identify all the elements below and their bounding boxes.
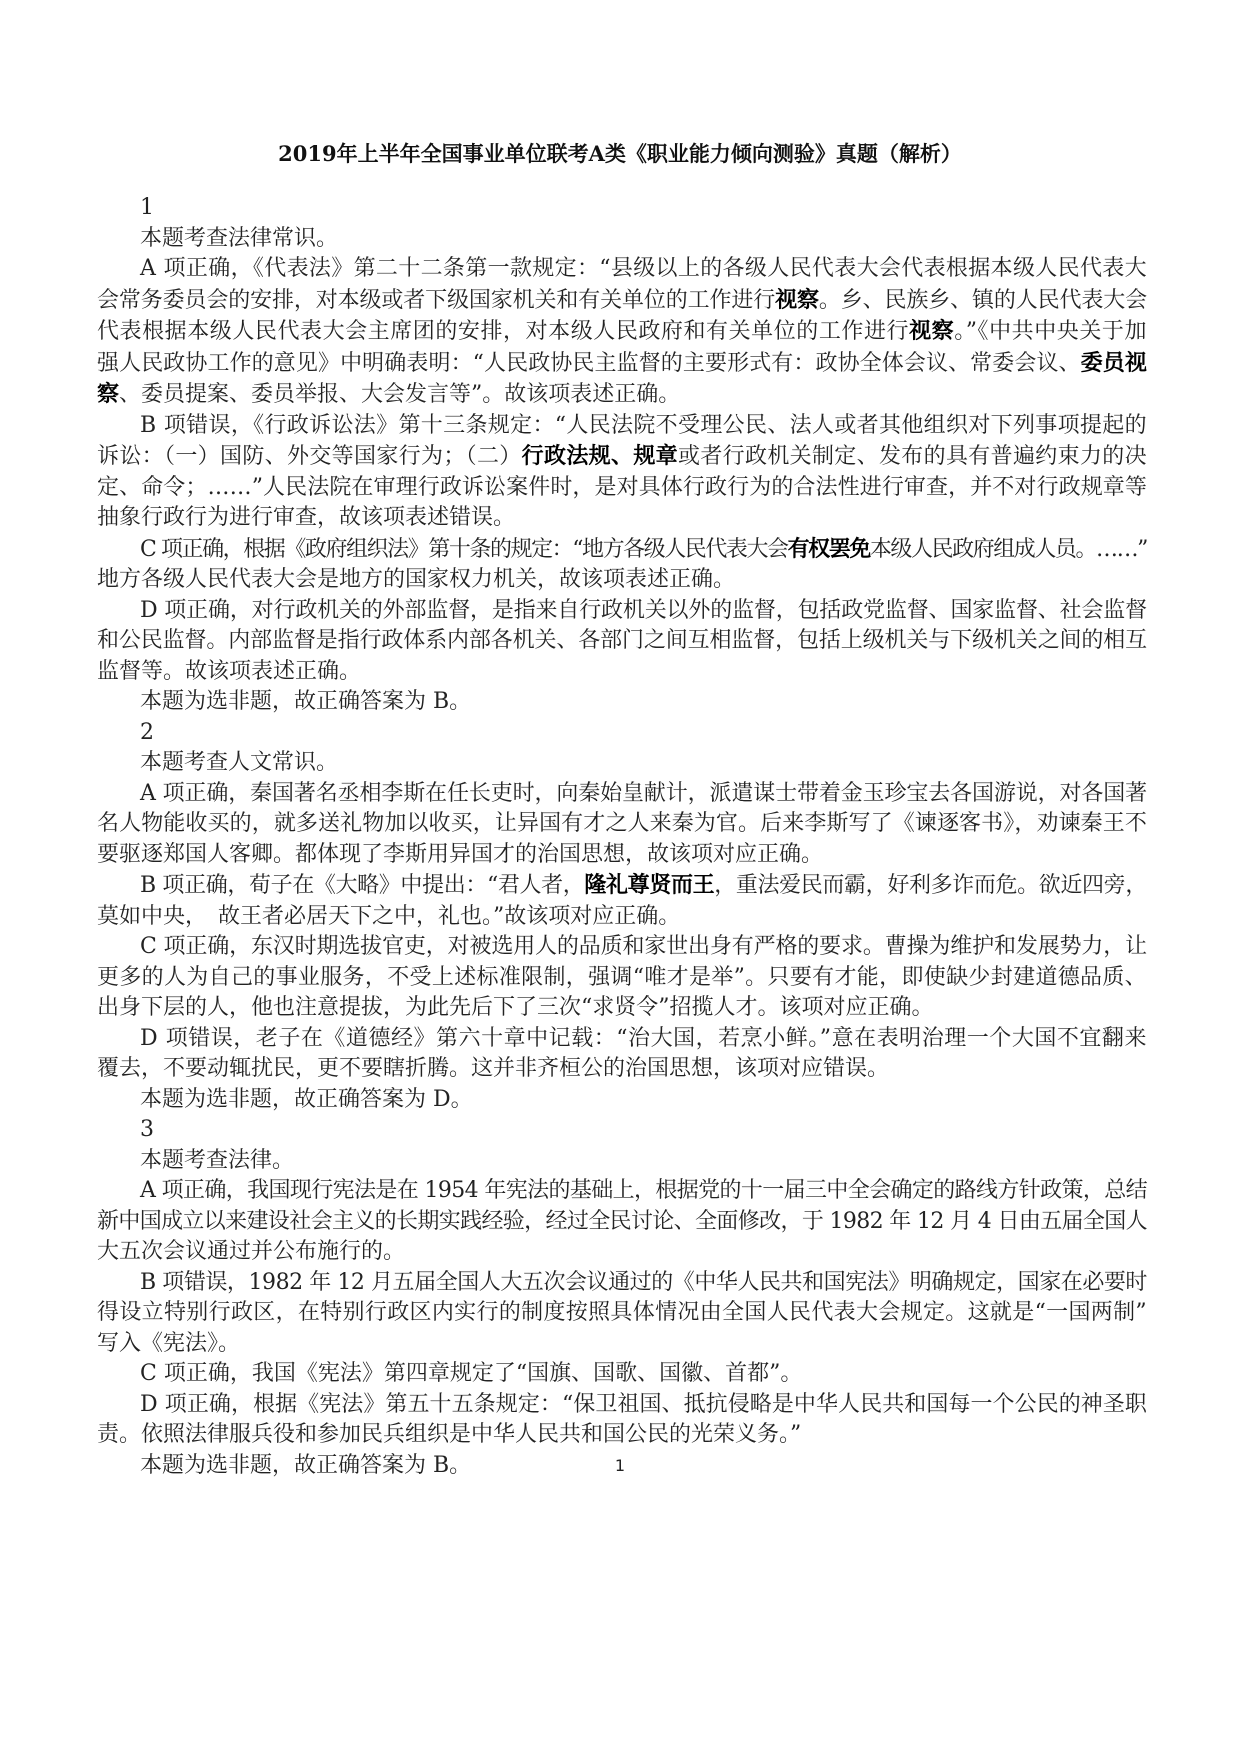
paragraph-line xyxy=(97,316,1147,348)
paragraph-line xyxy=(97,1329,1147,1360)
paragraph-line xyxy=(97,473,1147,504)
text-segment: 新中国成立以来建设社会主义的长期实践经验，经过全民讨论、全面修改，于 1982 年 12 月 4 日由五届全国人 xyxy=(97,1208,1147,1234)
paragraph-line xyxy=(97,1085,1147,1116)
text-segment: 责。依照法律服兵役和参加民兵组织是中华人民共和国公民的光荣义务。” xyxy=(97,1422,802,1447)
paragraph-line xyxy=(97,1176,1147,1207)
paragraph-line xyxy=(97,1054,1147,1085)
page-number: 1 xyxy=(614,1456,626,1475)
paragraph-line xyxy=(97,285,1147,317)
text-segment: 本题考查法律常识。 xyxy=(140,225,339,251)
paragraph-line xyxy=(97,870,1147,902)
text-segment: 本题为选非题，故正确答案为 D。 xyxy=(140,1086,473,1112)
text-segment: C 项正确，我国《宪法》第四章规定了“国旗、国歌、国徽、首都”。 xyxy=(140,1361,803,1386)
text-segment: D 项正确，对行政机关的外部监督，是指来自行政机关以外的监督，包括政党监督、国家监督、社会监督 xyxy=(140,597,1147,623)
paragraph-line xyxy=(97,1420,1147,1451)
text-segment: B 项正确，荀子在《大略》中提出：“君人者， xyxy=(140,873,585,898)
text-segment: 出身下层的人，他也注意提拔，为此先后下了三次“求贤令”招揽人才。该项对应正确。 xyxy=(97,995,934,1020)
question-number: 2 xyxy=(140,719,154,745)
paragraph-line xyxy=(97,534,1147,566)
text-segment: 诉讼：（一）国防、外交等国家行为；（二） xyxy=(97,444,522,469)
paragraph-line xyxy=(97,1359,1147,1390)
text-segment: 要驱逐郑国人客卿。都体现了李斯用异国才的治国思想，故该项对应正确。 xyxy=(97,841,824,867)
paragraph-line xyxy=(97,963,1147,994)
bold-text: 隆礼尊贤而王 xyxy=(584,872,715,898)
text-segment: 更多的人为自己的事业服务，不受上述标准限制，强调“唯才是举”。只要有才能，即使缺少封建道德品质、 xyxy=(97,964,1148,990)
text-segment: 代表根据本级人民代表大会主席团的安排，对本级人民政府和有关单位的工作进行 xyxy=(97,319,910,344)
paragraph-line xyxy=(97,411,1147,442)
paragraph-line xyxy=(97,657,1147,688)
paragraph-line xyxy=(97,503,1147,534)
paragraph-line xyxy=(97,748,1147,779)
text-segment: 会常务委员会的安排，对本级或者下级国家机关和有关单位的工作进行 xyxy=(97,287,776,313)
paragraph-line xyxy=(97,779,1147,810)
text-segment: 得设立特别行政区，在特别行政区内实行的制度按照具体情况由全国人民代表大会规定。这就是“一国两制” xyxy=(97,1300,1148,1325)
paragraph-line xyxy=(97,1298,1147,1329)
paragraph-line xyxy=(97,1268,1147,1299)
text-segment: A 项正确，我国现行宪法是在 1954 年宪法的基础上，根据党的十一届三中全会确定的路线方针政策，总结 xyxy=(140,1178,1147,1203)
paragraph-line xyxy=(97,902,1147,933)
text-segment: A 项正确，秦国著名丞相李斯在任长吏时，向秦始皇献计，派遣谋士带着金玉珍宝去各国游说，对各国著 xyxy=(140,780,1148,806)
paragraph-line xyxy=(97,348,1147,380)
text-segment: 定、命令；……”人民法院在审理行政诉讼案件时，是对具体行政行为的合法性进行审查，并不对行政规章等 xyxy=(97,474,1148,500)
text-segment: 名人物能收买的，就多送礼物加以收买，让异国有才之人来秦为官。后来李斯写了《谏逐客书》，劝谏秦王不 xyxy=(97,811,1147,836)
paragraph-line xyxy=(97,687,1147,718)
text-segment: 本题考查法律。 xyxy=(140,1147,295,1173)
text-segment: 或者行政机关制定、发布的具有普遍约束力的决 xyxy=(677,444,1147,469)
text-segment: 、委员提案、委员举报、大会发言等”。故该项表述正确。 xyxy=(119,382,681,407)
text-segment: B 项错误，1982 年 12 月五届全国人大五次会议通过的《中华人民共和国宪法》明确规定，国家在必要时 xyxy=(140,1269,1147,1295)
paragraph-line xyxy=(97,993,1147,1024)
text-segment: D 项正确，根据《宪法》第五十五条规定：“保卫祖国、抵抗侵略是中华人民共和国每一个公民的神圣职 xyxy=(140,1391,1147,1417)
bold-text: 行政法规、规章 xyxy=(521,443,678,469)
text-segment: 写入《宪法》。 xyxy=(97,1330,241,1356)
text-segment: 抽象行政行为进行审查，故该项表述错误。 xyxy=(97,505,516,530)
paragraph-line xyxy=(97,1146,1147,1177)
text-segment: 大五次会议通过并公布施行的。 xyxy=(97,1239,406,1264)
paragraph-line xyxy=(97,1207,1147,1238)
text-segment: 和公民监督。内部监督是指行政体系内部各机关、各部门之间互相监督，包括上级机关与下级机关之间的相互 xyxy=(97,628,1148,653)
text-segment: 。”《中共中央关于加 xyxy=(954,319,1148,344)
question-number: 3 xyxy=(140,1117,154,1142)
bold-text: 察 xyxy=(97,381,120,407)
paragraph-line xyxy=(97,1390,1147,1421)
text-segment: 本题考查人文常识。 xyxy=(140,750,339,775)
paragraph-line xyxy=(97,254,1147,285)
text-segment: D 项错误，老子在《道德经》第六十章中记载：“治大国，若烹小鲜。”意在表明治理一个大国不宜翻来 xyxy=(140,1025,1147,1051)
paragraph-line xyxy=(97,932,1147,963)
text-segment: ，重法爱民而霸，好利多诈而危。欲近四旁， xyxy=(714,873,1147,898)
text-segment: 本级人民政府组成人员。……” xyxy=(869,536,1147,562)
paragraph-line xyxy=(97,441,1147,473)
paragraph-line xyxy=(97,596,1147,627)
bold-text: 视察 xyxy=(775,286,819,313)
text-segment: A 项正确，《代表法》第二十二条第一款规定：“县级以上的各级人民代表大会代表根据本级人民代表大 xyxy=(140,256,1147,281)
paragraph-line xyxy=(97,379,1147,411)
text-segment: 监督等。故该项表述正确。 xyxy=(97,658,362,684)
bold-text: 视察 xyxy=(909,318,955,344)
text-segment: 强人民政协工作的意见》中明确表明：“人民政协民主监督的主要形式有：政协全体会议、常委会议、 xyxy=(97,350,1081,376)
document-body xyxy=(97,193,1147,1481)
text-segment: 本题为选非题，故正确答案为 B。 xyxy=(140,689,472,714)
paragraph-line xyxy=(97,840,1147,871)
text-segment: C 项正确，东汉时期选拔官吏，对被选用人的品质和家世出身有严格的要求。曹操为维护和发展势力，让 xyxy=(140,934,1147,959)
paragraph-line xyxy=(97,565,1147,596)
paragraph-line xyxy=(97,224,1147,255)
paragraph-line xyxy=(97,1237,1147,1268)
text-segment: 本题为选非题，故正确答案为 B。 xyxy=(140,1452,472,1478)
paragraph-line xyxy=(97,1024,1147,1055)
question-number: 1 xyxy=(140,195,154,220)
bold-text: 委员视 xyxy=(1080,349,1147,376)
text-segment: C 项正确，根据《政府组织法》第十条的规定：“地方各级人民代表大会 xyxy=(140,536,788,562)
text-segment: 莫如中央， 故王者必居天下之中，礼也。”故该项对应正确。 xyxy=(97,903,681,929)
paragraph-line xyxy=(97,809,1147,840)
document-title: 2019年上半年全国事业单位联考A类《职业能力倾向测验》真题（解析） xyxy=(278,141,962,166)
bold-text: 有权罢免 xyxy=(787,535,870,562)
text-segment: B 项错误，《行政诉讼法》第十三条规定：“人民法院不受理公民、法人或者其他组织对下列事项提起的 xyxy=(140,412,1147,438)
paragraph-line xyxy=(97,626,1147,657)
text-segment: 覆去，不要动辄扰民，更不要瞎折腾。这并非齐桓公的治国思想，该项对应错误。 xyxy=(97,1056,890,1081)
text-segment: 。乡、民族乡、镇的人民代表大会 xyxy=(818,287,1147,313)
text-segment: 地方各级人民代表大会是地方的国家权力机关，故该项表述正确。 xyxy=(97,567,736,592)
